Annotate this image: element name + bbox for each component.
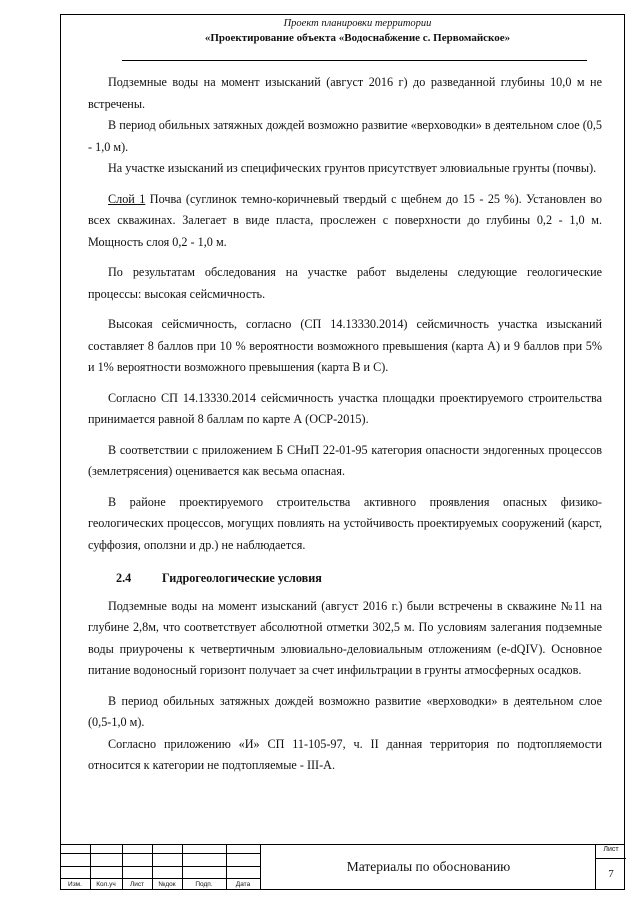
paragraph: Согласно приложению «И» СП 11-105-97, ч. II данная территория по подтопляемости относится к категории не подтопляемые - III-А. <box>88 736 602 772</box>
paragraph: По результатам обследования на участке работ выделены следующие геологические процессы: высокая сейсмичность. <box>88 265 602 301</box>
paragraph-layer-1 <box>88 189 602 254</box>
title-block <box>60 844 625 890</box>
paragraph: Подземные воды на момент изысканий (август 2016 г.) были встречены в скважине №11 на глубине 2,8м, что соответствует абсолютной отметки 302,5 м. По условиям залегания подземные воды приурочены к четвертичным элювиально-деловиальным отложениям (e-dQIV). Основное питание водоносный горизонт получает за счет инфильтрации в грунты атмосферных осадков. <box>88 598 602 677</box>
paragraph: В соответствии с приложением Б СНиП 22-01-95 категория опасности эндогенных процессов (землетрясения) оценивается как весьма опасная. <box>88 442 602 478</box>
paragraph: Высокая сейсмичность, согласно (СП 14.13330.2014) сейсмичность участка изысканий составляет 8 баллов при 10 % вероятности возможного превышения (карта А) и 9 баллов при 5% и 1% вероятности возможного превышения (карта В и С). <box>88 317 602 374</box>
document-section-title: Материалы по обоснованию <box>260 844 596 890</box>
paragraph: Подземные воды на момент изысканий (август 2016 г) до разведанной глубины 10,0 м не встречены. <box>88 75 602 111</box>
layer-1-label: Слой 1 <box>108 191 146 206</box>
revision-grid <box>60 844 260 890</box>
project-title: Проект планировки территории <box>283 18 432 29</box>
layer-1-text: Почва (суглинок темно-коричневый твердый с щебнем до 15 - 25 %). Установлен во всех скважинах. Залегает в виде пласта, прослежен с поверхности до глубины 0,2 - 1,0 м. Мощность слоя 0,2 - 1,0 м. <box>88 191 602 249</box>
sheet-box <box>595 844 626 890</box>
stamp-label: Подп. <box>195 881 213 888</box>
paragraph: Согласно СП 14.13330.2014 сейсмичность участка площадки проектируемого строительства принимается равной 8 баллам по карте А (ОСР-2015). <box>88 390 602 426</box>
paragraph: В районе проектируемого строительства активного проявления опасных физико-геологических процессов, могущих повлиять на устойчивость проектируемых сооружений (карст, суффозия, оползни и др.) не наблюдается. <box>88 494 602 552</box>
section-number: 2.4 <box>116 571 132 585</box>
section-title: Гидрогеологические условия <box>162 571 322 585</box>
object-title: «Проектирование объекта «Водоснабжение с. Первомайское» <box>204 32 511 44</box>
document-body <box>88 72 602 777</box>
paragraph: В период обильных затяжных дождей возможно развитие «верховодки» в деятельном слое (0,5-1,0 м). <box>88 693 602 729</box>
page-header <box>60 18 625 44</box>
paragraph: В период обильных затяжных дождей возможно развитие «верховодки» в деятельном слое (0,5 - 1,0 м). <box>88 118 602 154</box>
stamp-label: Дата <box>235 881 251 888</box>
stamp-label: Изм. <box>68 881 82 888</box>
section-heading <box>88 568 602 590</box>
stamp-label: Лист <box>129 881 145 888</box>
paragraph: На участке изысканий из специфических грунтов присутствует элювиальные грунты (почвы). <box>108 161 597 175</box>
header-divider <box>122 60 587 61</box>
sheet-number: 7 <box>608 868 614 880</box>
stamp-label: Кол.уч <box>96 881 116 888</box>
sheet-label: Лист <box>603 846 619 853</box>
stamp-label: №док <box>158 881 176 888</box>
